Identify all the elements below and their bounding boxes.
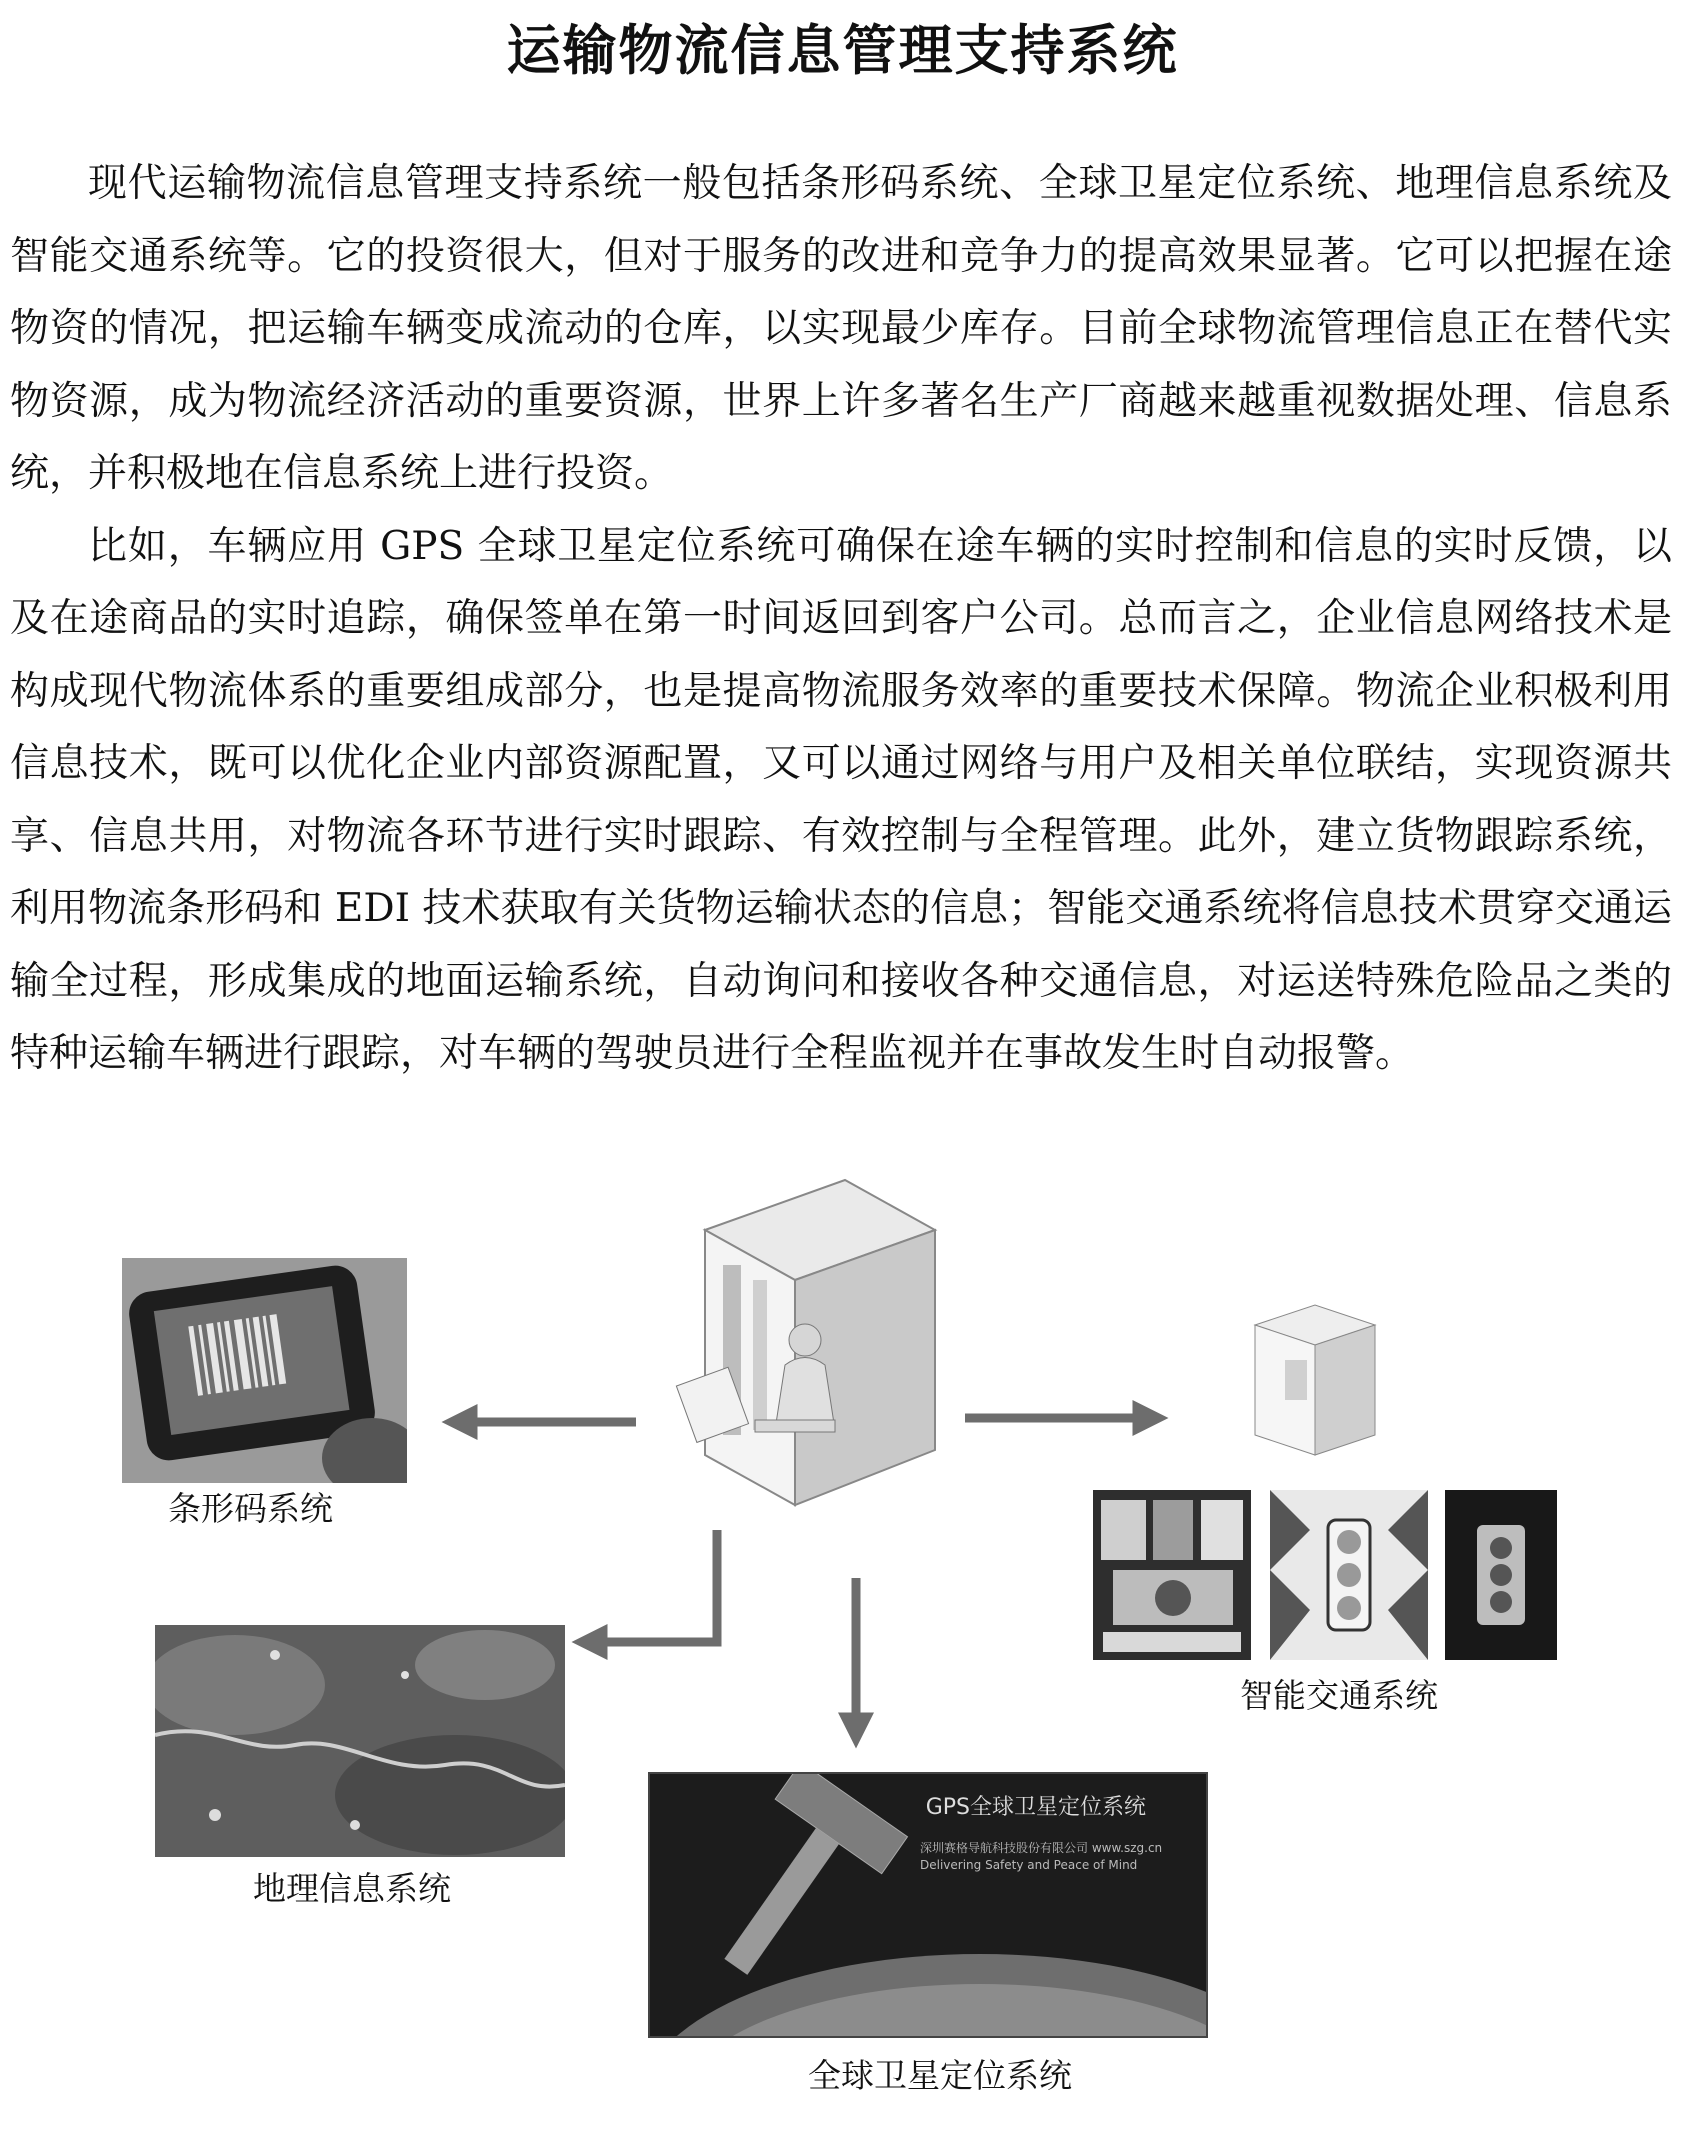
- gps-card-slogan: Delivering Safety and Peace of Mind: [920, 1858, 1138, 1872]
- page-title: 运输物流信息管理支持系统: [506, 19, 1179, 82]
- its-signal-image: [1445, 1490, 1557, 1660]
- satellite-map-icon: [155, 1625, 565, 1857]
- its-traffic-light-image: [1270, 1490, 1428, 1660]
- caption-gps: 全球卫星定位系统: [808, 2056, 1072, 2095]
- paragraph-2: 比如，车辆应用 GPS 全球卫星定位系统可确保在途车辆的实时控制和信息的实时反馈，以及在途商品的实时追踪，确保签单在第一时间返回到客户公司。总而言之，企业信息网络技术是构成现代物流体系的重要组成部分，也是提高物流服务效率的重要技术保障。物流企业积极利用信息技术，既可以优化企业内部资源配置，又可以通过网络与用户及相关单位联结，实现资源共享、信息共用，对物流各环节进行实时跟踪、有效控制与全程管理。此外，建立货物跟踪系统，利用物流条形码和 EDI 技术获取有关货物运输状态的信息；智能交通系统将信息技术贯穿交通运输全过程，形成集成的地面运输系统，自动询问和接收各种交通信息，对运送特殊危险品之类的特种运输车辆进行跟踪，对车辆的驾驶员进行全程监视并在事故发生时自动报警。: [10, 523, 1672, 1076]
- gps-card-company: 深圳赛格导航科技股份有限公司 www.szg.cn: [920, 1841, 1163, 1855]
- central-server-icon: [665, 1170, 965, 1520]
- traffic-light-icon: [1270, 1490, 1428, 1660]
- barcode-image: [122, 1258, 407, 1483]
- gis-image: [155, 1625, 565, 1857]
- small-server-icon: [1245, 1300, 1385, 1460]
- barcode-scanner-icon: [122, 1258, 407, 1483]
- caption-gis: 地理信息系统: [253, 1869, 451, 1908]
- paragraph-1: 现代运输物流信息管理支持系统一般包括条形码系统、全球卫星定位系统、地理信息系统及智能交通系统等。它的投资很大，但对于服务的改进和竞争力的提高效果显著。它可以把握在途物资的情况，把运输车辆变成流动的仓库，以实现最少库存。目前全球物流管理信息正在替代实物资源，成为物流经济活动的重要资源，世界上许多著名生产厂商越来越重视数据处理、信息系统，并积极地在信息系统上进行投资。: [10, 161, 1672, 496]
- signal-icon: [1445, 1490, 1557, 1660]
- arrow-to-gis: [585, 1530, 717, 1642]
- system-diagram: [0, 1160, 1685, 2100]
- article-body: [10, 148, 1672, 1091]
- gps-card-title: GPS全球卫星定位系统: [925, 1795, 1146, 1820]
- its-dashboard-image: [1093, 1490, 1251, 1660]
- caption-its: 智能交通系统: [1240, 1676, 1438, 1715]
- caption-barcode: 条形码系统: [168, 1489, 333, 1528]
- dashboard-icon: [1093, 1490, 1251, 1660]
- gps-image: [648, 1772, 1208, 2038]
